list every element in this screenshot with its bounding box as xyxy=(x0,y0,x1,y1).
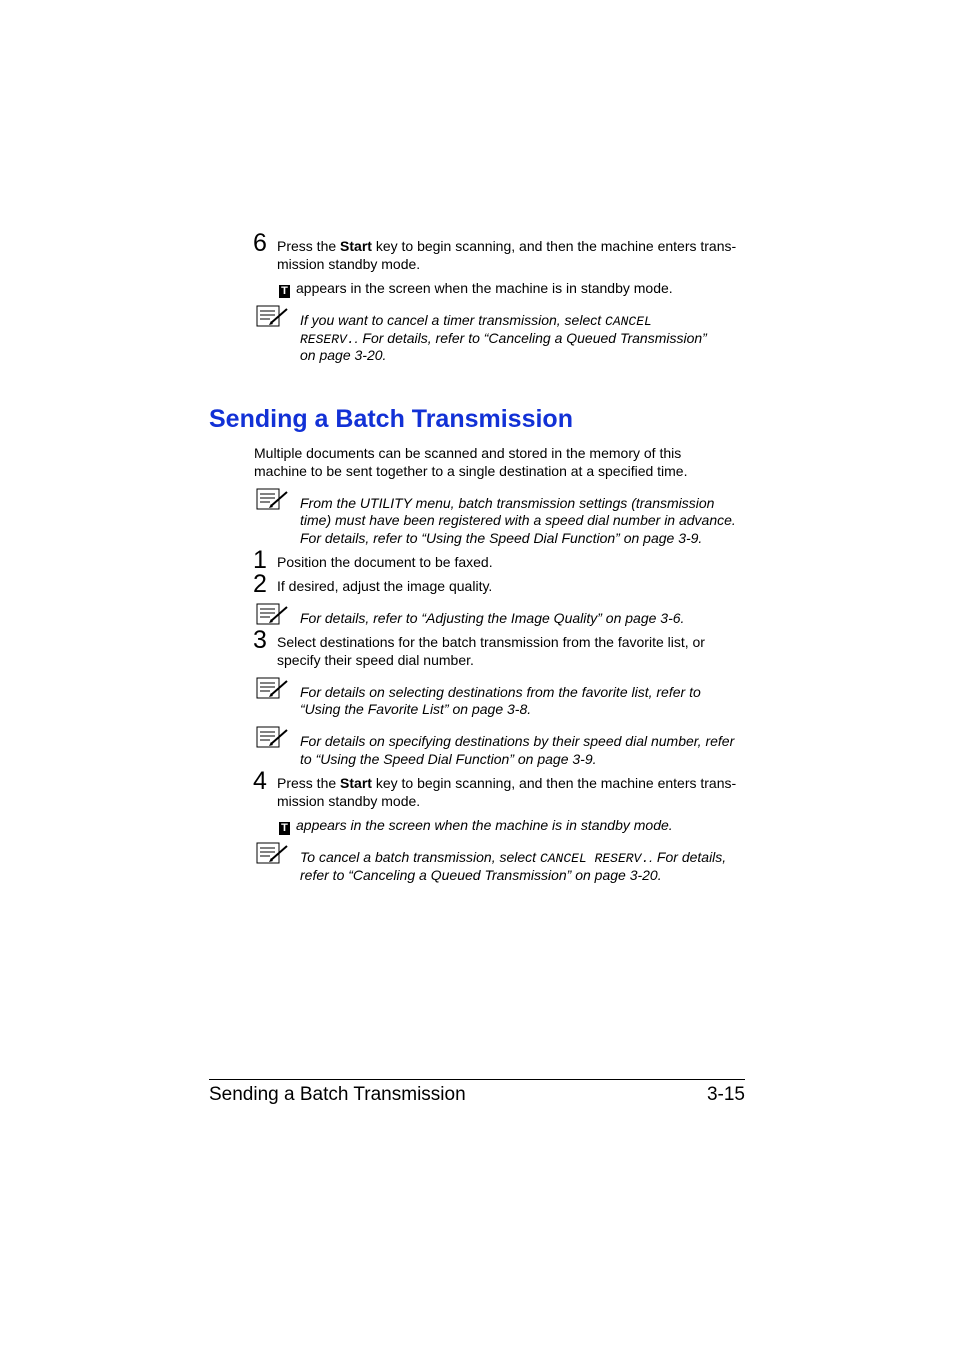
key-name: Start xyxy=(340,238,372,254)
footer-title: Sending a Batch Transmission xyxy=(209,1084,466,1105)
note-text: to “Using the Speed Dial Function” on page 3-9. xyxy=(300,751,597,767)
step-text-part: key to begin scanning, and then the machine enters trans- xyxy=(371,775,737,791)
indicator-line xyxy=(279,817,673,835)
note-text xyxy=(300,849,726,868)
note-text: For details, refer to “Adjusting the Image Quality” on page 3-6. xyxy=(300,610,685,626)
note-pencil-icon xyxy=(256,603,290,625)
note-pencil-icon xyxy=(256,488,290,510)
step-text xyxy=(277,238,736,256)
note-text: For details, refer to “Using the Speed Dial Function” on page 3-9. xyxy=(300,530,703,546)
section-heading: Sending a Batch Transmission xyxy=(209,405,573,433)
note-text: For details on selecting destinations from the favorite list, refer to xyxy=(300,684,701,700)
step-number: 3 xyxy=(253,626,267,654)
note-text-part: . For details, refer to “Canceling a Queued Transmission” xyxy=(354,330,707,346)
step-number: 6 xyxy=(253,229,267,257)
note-pencil-icon xyxy=(256,842,290,864)
note-text-part: To cancel a batch transmission, select xyxy=(300,849,540,865)
note-text: “Using the Favorite List” on page 3-8. xyxy=(300,701,532,717)
footer-divider xyxy=(209,1079,745,1080)
step-text: specify their speed dial number. xyxy=(277,652,474,668)
step-number: 1 xyxy=(253,546,267,574)
step-text-part: Press the xyxy=(277,775,341,791)
indicator-text: appears in the screen when the machine is in standby mode. xyxy=(296,817,673,833)
timer-indicator-icon: T xyxy=(279,285,290,298)
note-text: on page 3-20. xyxy=(300,347,387,363)
step-text: Select destinations for the batch transmission from the favorite list, or xyxy=(277,634,705,650)
step-text-part: Press the xyxy=(277,238,341,254)
intro-text: Multiple documents can be scanned and stored in the memory of this xyxy=(254,445,682,461)
note-text-part: . For details, xyxy=(649,849,727,865)
step-text: If desired, adjust the image quality. xyxy=(277,578,493,594)
step-text: Position the document to be faxed. xyxy=(277,554,493,570)
note-pencil-icon xyxy=(256,726,290,748)
intro-text: machine to be sent together to a single destination at a specified time. xyxy=(254,463,688,479)
note-text: From the UTILITY menu, batch transmission settings (transmission xyxy=(300,495,715,511)
step-text-line: mission standby mode. xyxy=(277,256,421,272)
timer-indicator-icon: T xyxy=(279,822,290,835)
step-text xyxy=(277,775,736,793)
code-text: CANCEL xyxy=(605,314,652,329)
indicator-line xyxy=(279,280,673,298)
note-text xyxy=(300,330,707,349)
note-pencil-icon xyxy=(256,677,290,699)
step-number: 4 xyxy=(253,767,267,795)
note-text: refer to “Canceling a Queued Transmission” on page 3-20. xyxy=(300,867,662,883)
note-pencil-icon xyxy=(256,305,290,327)
step-text-line: mission standby mode. xyxy=(277,793,421,809)
page-number: 3-15 xyxy=(706,1084,745,1105)
note-text-part: If you want to cancel a timer transmission, select xyxy=(300,312,606,328)
step-text-part: key to begin scanning, and then the machine enters trans- xyxy=(371,238,737,254)
note-text xyxy=(300,312,652,331)
indicator-text: appears in the screen when the machine is in standby mode. xyxy=(296,280,673,296)
code-text: RESERV. xyxy=(300,332,355,347)
note-text: For details on specifying destinations by their speed dial number, refer xyxy=(300,733,735,749)
key-name: Start xyxy=(340,775,372,791)
code-text: CANCEL RESERV. xyxy=(539,851,650,866)
step-number: 2 xyxy=(253,570,267,598)
note-text: time) must have been registered with a speed dial number in advance. xyxy=(300,512,736,528)
